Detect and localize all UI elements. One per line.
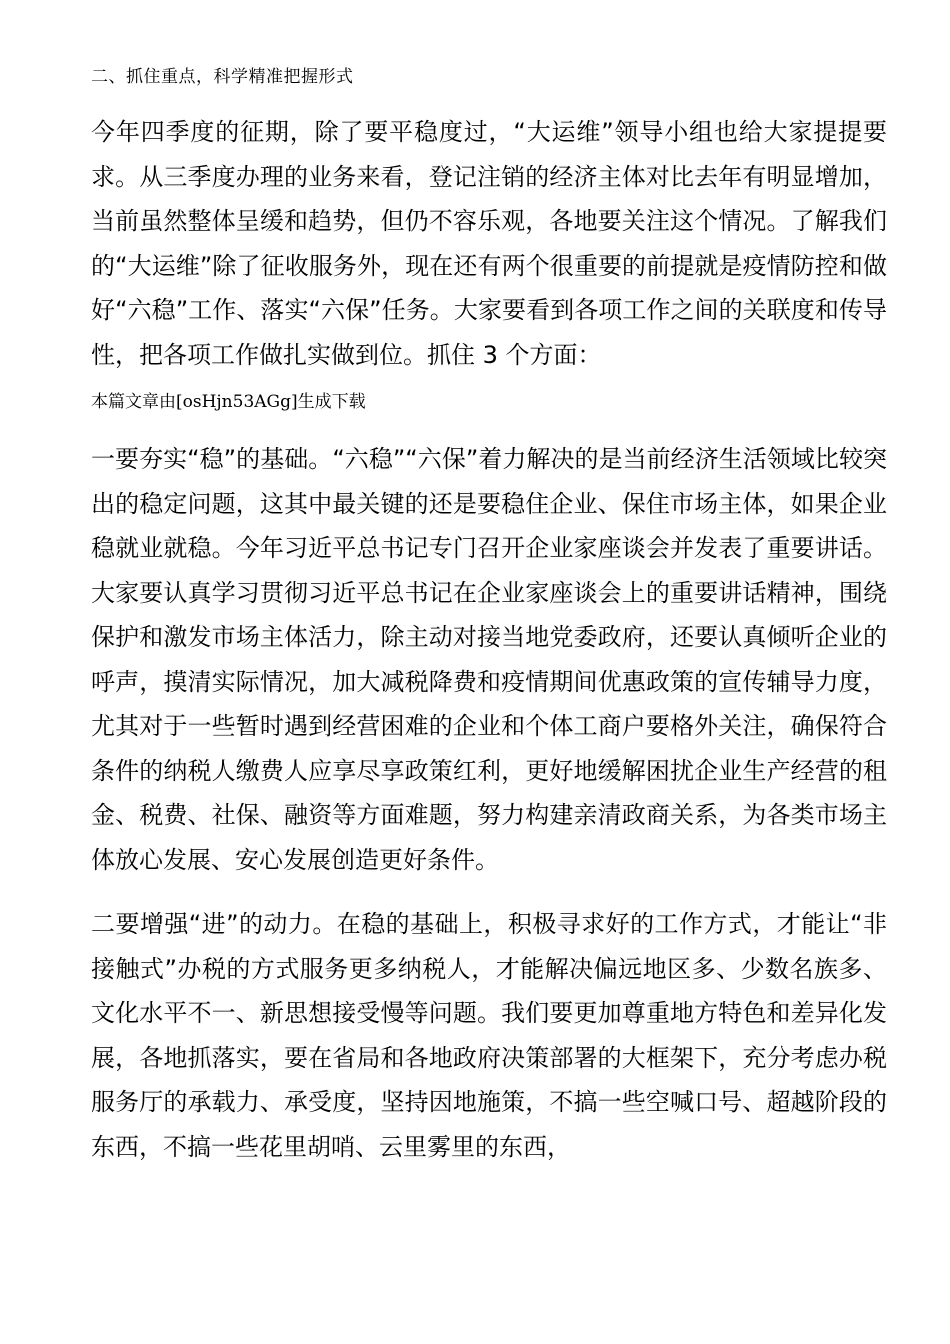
section-heading: 二、抓住重点，科学精准把握形式 (91, 67, 354, 87)
source-note: 本篇文章由[osHjn53AGg]生成下载 (91, 392, 366, 412)
intro-paragraph: 今年四季度的征期，除了要平稳度过，“大运维”领导小组也给大家提提要求。从三季度办理的业务来看，登记注销的经济主体对比去年有明显增加，当前虽然整体呈缓和趋势，但仍不容乐观，各地要关注这个情况。了解我们的“大运维”除了征收服务外，现在还有两个很重要的前提就是疫情防控和做好“六稳”工作、落实“六保”任务。大家要看到各项工作之间的关联度和传导性，把各项工作做扎实做到位。抓住 3 个方面： (91, 118, 887, 369)
second-point-paragraph: 二要增强“进”的动力。在稳的基础上，积极寻求好的工作方式，才能让“非接触式”办税的方式服务更多纳税人，才能解决偏远地区多、少数名族多、文化水平不一、新思想接受慢等问题。我们要更加尊重地方特色和差异化发展，各地抓落实，要在省局和各地政府决策部署的大框架下，充分考虑办税服务厅的承载力、承受度，坚持因地施策，不搞一些空喊口号、超越阶段的东西，不搞一些花里胡哨、云里雾里的东西， (91, 910, 887, 1161)
document-page (91, 62, 887, 1169)
first-point-paragraph: 一要夯实“稳”的基础。“六稳”“六保”着力解决的是当前经济生活领域比较突出的稳定问题，这其中最关键的还是要稳住企业、保住市场主体，如果企业稳就业就稳。今年习近平总书记专门召开企业家座谈会并发表了重要讲话。大家要认真学习贯彻习近平总书记在企业家座谈会上的重要讲话精神，围绕保护和激发市场主体活力，除主动对接当地党委政府，还要认真倾听企业的呼声，摸清实际情况，加大减税降费和疫情期间优惠政策的宣传辅导力度，尤其对于一些暂时遇到经营困难的企业和个体工商户要格外关注，确保符合条件的纳税人缴费人应享尽享政策红利，更好地缓解困扰企业生产经营的租金、税费、社保、融资等方面难题，努力构建亲清政商关系，为各类市场主体放心发展、安心发展创造更好条件。 (91, 445, 887, 874)
